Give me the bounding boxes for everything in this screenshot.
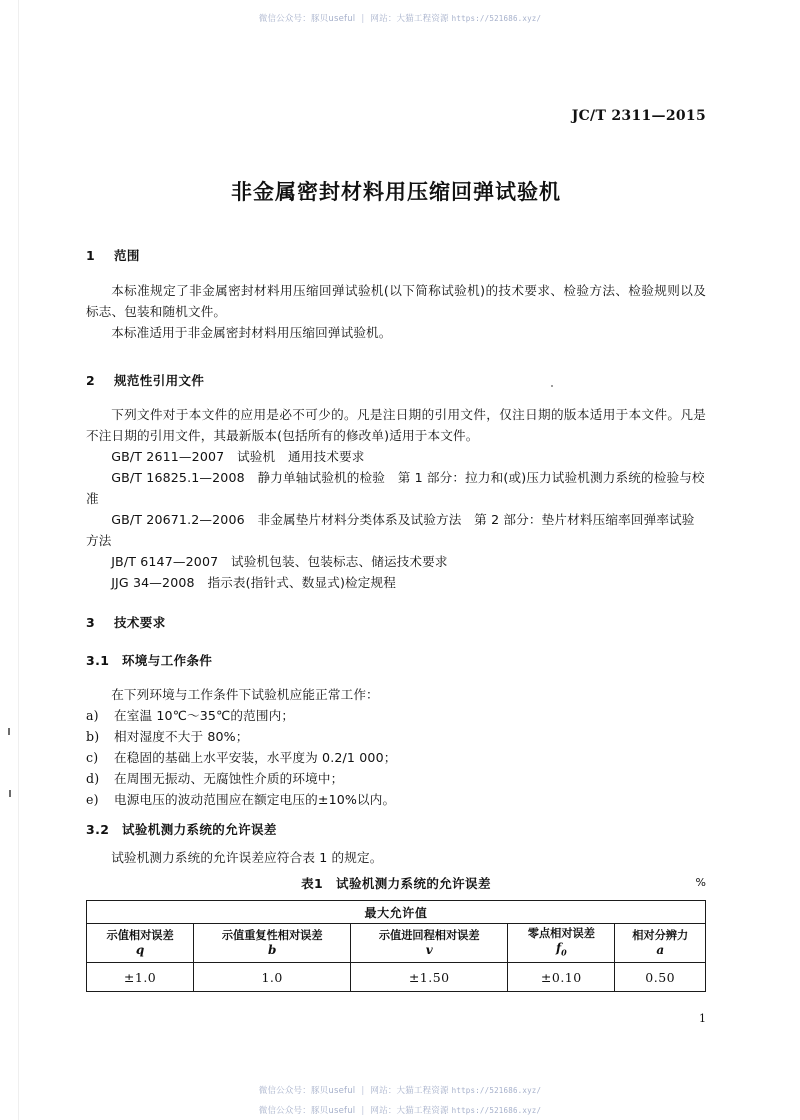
list-marker: d) <box>86 771 100 786</box>
watermark-wechat-label: 微信公众号： <box>258 1086 311 1096</box>
subsection-3-1-number: 3.1 <box>86 653 110 668</box>
section-1 <box>86 246 706 264</box>
watermark-wechat-label: 微信公众号： <box>258 1106 311 1116</box>
watermark-url: https://521686.xyz/ <box>451 14 542 23</box>
table-cell-value: ±1.50 <box>351 963 508 992</box>
page-number: 1 <box>699 1012 706 1025</box>
watermark-bottom-2 <box>0 1104 800 1116</box>
watermark-url: https://521686.xyz/ <box>451 1106 542 1115</box>
watermark-site-label: 网站： <box>370 1106 397 1116</box>
watermark-wechat-value: 豚贝useful <box>310 14 356 24</box>
subsection-3-1-heading <box>86 651 706 669</box>
reference-item: GB/T 2611—2007 试验机 通用技术要求 <box>111 449 365 464</box>
column-symbol: a <box>656 943 665 958</box>
subsection-3-2-title: 试验机测力系统的允许误差 <box>122 822 277 837</box>
paragraph: 本标准适用于非金属密封材料用压缩回弹试验机。 <box>111 325 392 340</box>
list-item-text: 在周围无振动、无腐蚀性介质的环境中； <box>114 771 344 786</box>
column-symbol <box>510 941 612 960</box>
table-column-header <box>87 924 194 963</box>
section-3-heading <box>86 613 706 631</box>
table-allowable-error <box>86 900 706 992</box>
table-column-header <box>194 924 351 963</box>
standard-number: JC/T 2311—2015 <box>571 108 706 124</box>
list-marker: c) <box>86 750 99 765</box>
table-unit: % <box>695 876 706 889</box>
table-cell-value: ±1.0 <box>87 963 194 992</box>
list-item-text: 电源电压的波动范围应在额定电压的±10%以内。 <box>114 792 396 807</box>
column-symbol-letter: f <box>555 941 562 955</box>
table-column-header <box>615 924 706 963</box>
column-symbol: q <box>135 943 145 958</box>
watermark-site-value: 大猫工程资源 <box>396 14 449 24</box>
table-column-header <box>351 924 508 963</box>
section-3 <box>86 613 706 631</box>
paragraph: 在下列环境与工作条件下试验机应能正常工作： <box>111 687 379 702</box>
subsection-3-1-title: 环境与工作条件 <box>122 653 213 668</box>
table-row <box>87 901 706 924</box>
column-name: 示值相对误差 <box>106 929 174 943</box>
section-2-number: 2 <box>86 373 96 388</box>
section-1-title: 范围 <box>114 248 140 263</box>
page-title: 非金属密封材料用压缩回弹试验机 <box>231 180 561 204</box>
paragraph: 试验机测力系统的允许误差应符合表 1 的规定。 <box>111 850 383 865</box>
list-item-text: 相对湿度不大于 80%； <box>114 729 249 744</box>
list-item <box>86 747 706 768</box>
table-caption: 表1 试验机测力系统的允许误差 <box>301 876 491 891</box>
watermark-bottom-1 <box>0 1084 800 1096</box>
list-marker: b) <box>86 729 100 744</box>
section-2-title: 规范性引用文件 <box>114 373 205 388</box>
paragraph: 下列文件对于本文件的应用是必不可少的。凡是注日期的引用文件，仅注日期的版本适用于本文件。凡是不注日期的引用文件，其最新版本(包括所有的修改单)适用于本文件。 <box>86 407 706 443</box>
section-1-number: 1 <box>86 248 96 263</box>
condition-list <box>86 705 706 810</box>
column-symbol: v <box>425 943 433 958</box>
watermark-site-value: 大猫工程资源 <box>396 1086 449 1096</box>
watermark-wechat-value: 豚贝useful <box>310 1106 356 1116</box>
watermark-top <box>0 12 800 24</box>
table-cell-value: ±0.10 <box>508 963 615 992</box>
list-item-text: 在室温 10℃～35℃的范围内； <box>114 708 295 723</box>
table-span-header: 最大允许值 <box>87 901 706 924</box>
watermark-separator: | <box>361 1106 365 1116</box>
scan-edge-line <box>18 0 19 1120</box>
subsection-3-2-heading <box>86 820 706 838</box>
column-name: 相对分辨力 <box>632 929 689 943</box>
table-cell-value: 1.0 <box>194 963 351 992</box>
watermark-site-label: 网站： <box>370 14 397 24</box>
column-name: 示值进回程相对误差 <box>378 929 480 943</box>
table-column-header <box>508 924 615 963</box>
section-1-heading <box>86 246 706 264</box>
list-item <box>86 705 706 726</box>
reference-item: GB/T 16825.1—2008 静力单轴试验机的检验 第 1 部分：拉力和(或)压力试验机测力系统的检验与校准 <box>86 470 705 506</box>
watermark-wechat-label: 微信公众号： <box>258 14 311 24</box>
column-name: 示值重复性相对误差 <box>221 929 323 943</box>
scan-speck <box>8 728 10 735</box>
section-1-body <box>86 280 706 343</box>
subsection-3-1-body <box>86 684 706 810</box>
subsection-3-2-number: 3.2 <box>86 822 110 837</box>
watermark-wechat-value: 豚贝useful <box>310 1086 356 1096</box>
list-item <box>86 768 706 789</box>
column-symbol: b <box>267 943 277 958</box>
table-cell-value: 0.50 <box>615 963 706 992</box>
table-row <box>87 963 706 992</box>
subsection-3-1 <box>86 651 706 669</box>
subsection-3-2 <box>86 820 706 838</box>
watermark-separator: | <box>361 1086 365 1096</box>
scan-speck <box>9 790 11 797</box>
list-marker: e) <box>86 792 99 807</box>
reference-item: GB/T 20671.2—2006 非金属垫片材料分类体系及试验方法 第 2 部分：垫片材料压缩率回弹率试验方法 <box>86 512 695 548</box>
watermark-site-label: 网站： <box>370 1086 397 1096</box>
list-item <box>86 726 706 747</box>
watermark-separator: | <box>361 14 365 24</box>
paragraph: 本标准规定了非金属密封材料用压缩回弹试验机(以下简称试验机)的技术要求、检验方法、检验规则以及标志、包装和随机文件。 <box>86 283 706 319</box>
list-marker: a) <box>86 708 99 723</box>
column-name: 零点相对误差 <box>527 927 595 940</box>
section-3-title: 技术要求 <box>114 615 166 630</box>
section-2-body <box>86 404 706 593</box>
watermark-site-value: 大猫工程资源 <box>396 1106 449 1116</box>
table-row <box>87 924 706 963</box>
section-2 <box>86 371 706 389</box>
subsection-3-2-body <box>86 847 706 868</box>
column-symbol-subscript: 0 <box>561 947 567 958</box>
list-item <box>86 789 706 810</box>
watermark-url: https://521686.xyz/ <box>451 1086 542 1095</box>
section-2-heading <box>86 371 706 389</box>
list-item-text: 在稳固的基础上水平安装，水平度为 0.2/1 000； <box>114 750 397 765</box>
reference-item: JJG 34—2008 指示表(指针式、数显式)检定规程 <box>111 575 396 590</box>
reference-item: JB/T 6147—2007 试验机包装、包装标志、储运技术要求 <box>111 554 448 569</box>
section-3-number: 3 <box>86 615 96 630</box>
